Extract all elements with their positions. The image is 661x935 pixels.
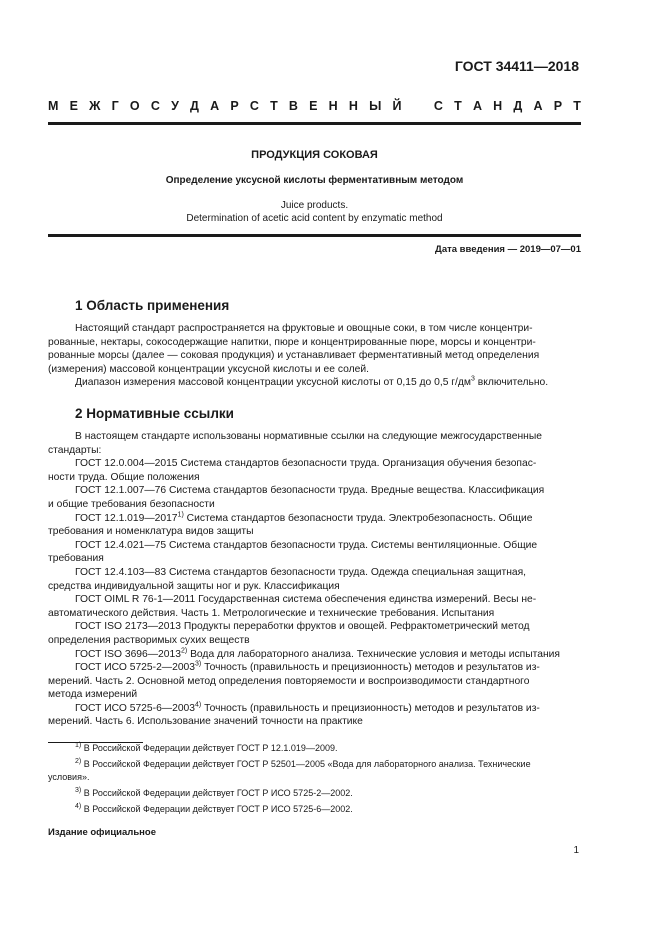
standard-type-heading xyxy=(48,99,581,113)
document-title: ПРОДУКЦИЯ СОКОВАЯ xyxy=(251,149,378,161)
page-number: 1 xyxy=(573,845,579,856)
heading-letter: В xyxy=(288,99,298,113)
reference-line: определения растворимых сухих веществ xyxy=(48,634,250,646)
footnotes xyxy=(48,742,581,816)
heading-letter: Н xyxy=(348,99,358,113)
heading-letter: А xyxy=(533,99,543,113)
reference-line: требования xyxy=(48,553,104,565)
section1-text xyxy=(48,322,581,390)
heading-letter: Н xyxy=(328,99,338,113)
reference-line: В настоящем стандарте использованы нормативные ссылки на следующие межгосударственные xyxy=(75,431,542,442)
footnote-line: $^{4)}$ В Российской Федерации действует ГОСТ Р ИСО 5725-6—2002. xyxy=(75,803,353,814)
reference-line: ГОСТ 12.4.103—83 Система стандартов безопасности труда. Одежда специальная защитная, xyxy=(75,566,527,578)
heading-letter: Н xyxy=(493,99,503,113)
reference-line: ГОСТ 12.4.021—75 Система стандартов безопасности труда. Системы вентиляционные. Общие xyxy=(75,539,538,551)
heading-letter: А xyxy=(472,99,482,113)
reference-line: мерений. Часть 6. Использование значений точности на практике xyxy=(48,716,363,728)
reference-line: ГОСТ OIML R 76-1—2011 Государственная система обеспечения единства измерений. Весы не- xyxy=(75,594,537,606)
section1-line: рованные морсы (далее — соковая продукция) и устанавливает ферментативный метод определения xyxy=(48,350,540,362)
top-divider xyxy=(48,122,581,125)
reference-line: средства индивидуальной защиты ног и рук. Классификация xyxy=(48,580,340,592)
heading-letter: Ж xyxy=(89,99,101,113)
reference-line: требования и номенклатура видов защиты xyxy=(48,526,254,538)
reference-line: ГОСТ 12.1.019—2017$^{1)}$ Система стандартов безопасности труда. Электробезопасность. Общие xyxy=(75,511,533,524)
reference-line: ГОСТ ISO 2173—2013 Продукты переработки фруктов и овощей. Рефрактометрический метод xyxy=(75,621,530,633)
edition-label: Издание официальное xyxy=(48,827,156,838)
footnote-line: $^{1)}$ В Российской Федерации действует ГОСТ Р 12.1.019—2009. xyxy=(75,742,338,753)
english-title-line2: Determination of acetic acid content by enzymatic method xyxy=(186,213,443,224)
reference-line: ГОСТ ИСО 5725-2—2003$^{3)}$ Точность (правильность и прецизионность) методов и результатов из- xyxy=(75,660,540,674)
title-divider xyxy=(48,234,581,237)
reference-line: ГОСТ 12.0.004—2015 Система стандартов безопасности труда. Организация обучения безопас- xyxy=(75,458,537,470)
reference-line: ГОСТ ISO 3696—2013$^{2)}$ Вода для лабораторного анализа. Технические условия и методы испытания xyxy=(75,647,560,660)
heading-letter: Ы xyxy=(369,99,382,113)
heading-letter: Д xyxy=(190,99,199,113)
heading-letter: Е xyxy=(309,99,318,113)
heading-letter: Д xyxy=(513,99,523,113)
footnote-line: $^{3)}$ В Российской Федерации действует ГОСТ Р ИСО 5725-2—2002. xyxy=(75,787,353,798)
reference-line: стандарты: xyxy=(48,444,102,456)
heading-letter: М xyxy=(48,99,59,113)
heading-letter: С xyxy=(249,99,259,113)
heading-letter xyxy=(413,99,423,113)
heading-letter: Т xyxy=(573,99,581,113)
introduction-date: Дата введения — 2019—07—01 xyxy=(435,244,581,255)
measurement-range: Диапазон измерения массовой концентрации уксусной кислоты от 0,15 до 0,5 $г/дм^3$ включительно. xyxy=(75,375,549,389)
reference-line: мерений. Часть 2. Основной метод определения повторяемости и воспроизводимости стандартного xyxy=(48,675,530,687)
reference-line: ГОСТ ИСО 5725-6—2003$^{4)}$ Точность (правильность и прецизионность) методов и результатов из- xyxy=(75,701,540,714)
section1-line: Настоящий стандарт распространяется на фруктовые и овощные соки, в том числе концентри- xyxy=(75,323,533,334)
reference-line: ности труда. Общие положения xyxy=(48,471,200,483)
gost-number: ГОСТ 34411—2018 xyxy=(454,58,579,74)
footnote-line: $^{2)}$ В Российской Федерации действует ГОСТ Р 52501—2005 «Вода для лабораторного анализа. Технические xyxy=(75,758,531,769)
heading-letter: Р xyxy=(553,99,563,113)
section1-line: рованные, нектары, сокосодержащие напитки, пюре и концентрированные пюре, морсы и концентри- xyxy=(48,336,536,348)
document-subtitle: Определение уксусной кислоты ферментативным методом xyxy=(165,175,464,186)
heading-letter: У xyxy=(171,99,179,113)
english-title-line1: Juice products. xyxy=(280,200,349,211)
heading-letter: Й xyxy=(392,99,402,113)
heading-letter: Г xyxy=(111,99,119,113)
reference-line: ГОСТ 12.1.007—76 Система стандартов безопасности труда. Вредные вещества. Классификация xyxy=(75,485,545,497)
heading-letter: Е xyxy=(69,99,78,113)
reference-line: метода измерений xyxy=(48,689,138,701)
section2-text xyxy=(48,430,581,729)
footnote-line: условия». xyxy=(48,772,90,782)
section1-line: (измерения) массовой концентрации уксусной кислоты и ее солей. xyxy=(48,363,369,375)
section2-heading: 2 Нормативные ссылки xyxy=(75,406,234,421)
heading-letter: Т xyxy=(270,99,278,113)
heading-letter: Р xyxy=(230,99,239,113)
heading-letter: С xyxy=(150,99,160,113)
heading-letter: Т xyxy=(454,99,462,113)
heading-letter: С xyxy=(433,99,443,113)
reference-line: автоматического действия. Часть 1. Метрологические и технические требования. Испытания xyxy=(48,607,495,619)
section1-heading: 1 Область применения xyxy=(75,298,230,313)
heading-letter: А xyxy=(210,99,220,113)
reference-line: и общие требования безопасности xyxy=(48,498,215,510)
heading-letter: О xyxy=(129,99,140,113)
